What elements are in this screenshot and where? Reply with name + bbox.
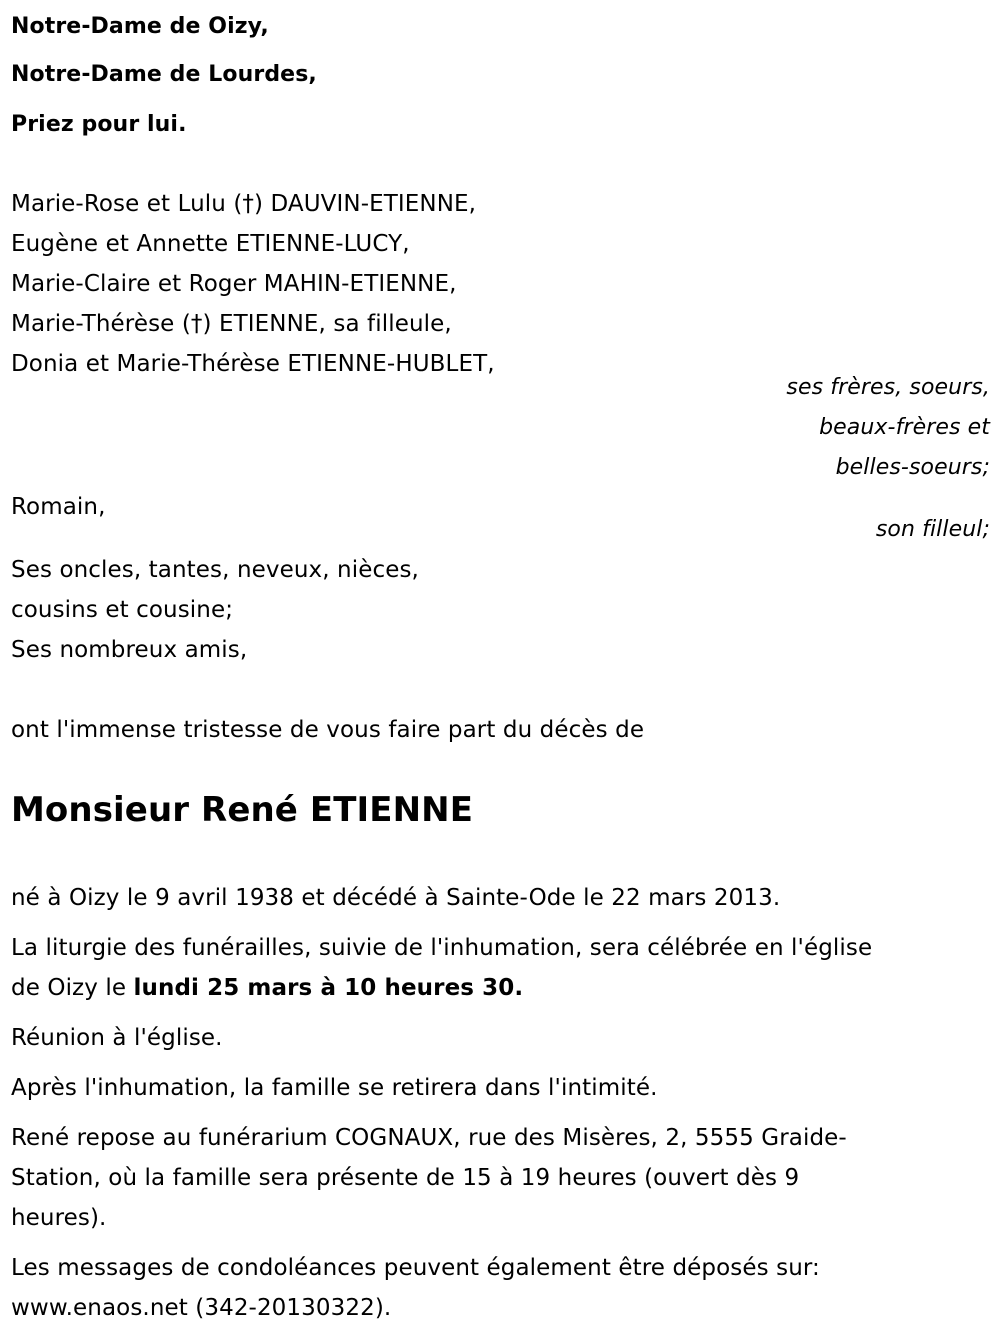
birth-death-text: né à Oizy le 9 avril 1938 et décédé à Sainte-Ode le 22 mars 2013. — [11, 885, 781, 911]
invocation-line: Notre-Dame de Oizy, — [11, 14, 269, 39]
family-sibling-line: Marie-Claire et Roger MAHIN-ETIENNE, — [11, 271, 457, 297]
family-sibling-line: Eugène et Annette ETIENNE-LUCY, — [11, 231, 410, 257]
deceased-name: Monsieur René ETIENNE — [11, 790, 474, 830]
meeting-text: Réunion à l'église. — [11, 1025, 223, 1051]
condolences-link[interactable]: www.enaos.net (342-20130322). — [11, 1295, 392, 1321]
relation-label: belles-soeurs; — [835, 455, 990, 480]
funerarium-text-line: heures). — [11, 1205, 107, 1231]
extended-family-line: Ses oncles, tantes, neveux, nièces, — [11, 557, 419, 583]
funeral-text-line — [11, 973, 523, 1003]
invocation-line: Notre-Dame de Lourdes, — [11, 62, 317, 87]
godson-name: Romain, — [11, 494, 106, 520]
extended-family-line: Ses nombreux amis, — [11, 637, 248, 663]
funeral-datetime: lundi 25 mars à 10 heures 30. — [133, 975, 524, 1001]
funeral-text-line: La liturgie des funérailles, suivie de l'inhumation, sera célébrée en l'église — [11, 935, 873, 961]
announcement-text: ont l'immense tristesse de vous faire part du décès de — [11, 717, 645, 743]
funeral-prefix: de Oizy le — [11, 975, 134, 1001]
family-sibling-line: Marie-Rose et Lulu (†) DAUVIN-ETIENNE, — [11, 191, 477, 217]
family-sibling-line: Donia et Marie-Thérèse ETIENNE-HUBLET, — [11, 351, 495, 377]
godson-relation-label: son filleul; — [875, 517, 990, 542]
funerarium-text-line: René repose au funérarium COGNAUX, rue des Misères, 2, 5555 Graide- — [11, 1125, 847, 1151]
after-burial-text: Après l'inhumation, la famille se retirera dans l'intimité. — [11, 1075, 658, 1101]
relation-label: ses frères, soeurs, — [786, 375, 990, 400]
extended-family-line: cousins et cousine; — [11, 597, 234, 623]
relation-label: beaux-frères et — [819, 415, 990, 440]
invocation-line: Priez pour lui. — [11, 112, 187, 137]
funerarium-text-line: Station, où la famille sera présente de 15 à 19 heures (ouvert dès 9 — [11, 1165, 800, 1191]
condolences-text-line: Les messages de condoléances peuvent également être déposés sur: — [11, 1255, 820, 1281]
family-sibling-line: Marie-Thérèse (†) ETIENNE, sa filleule, — [11, 311, 452, 337]
